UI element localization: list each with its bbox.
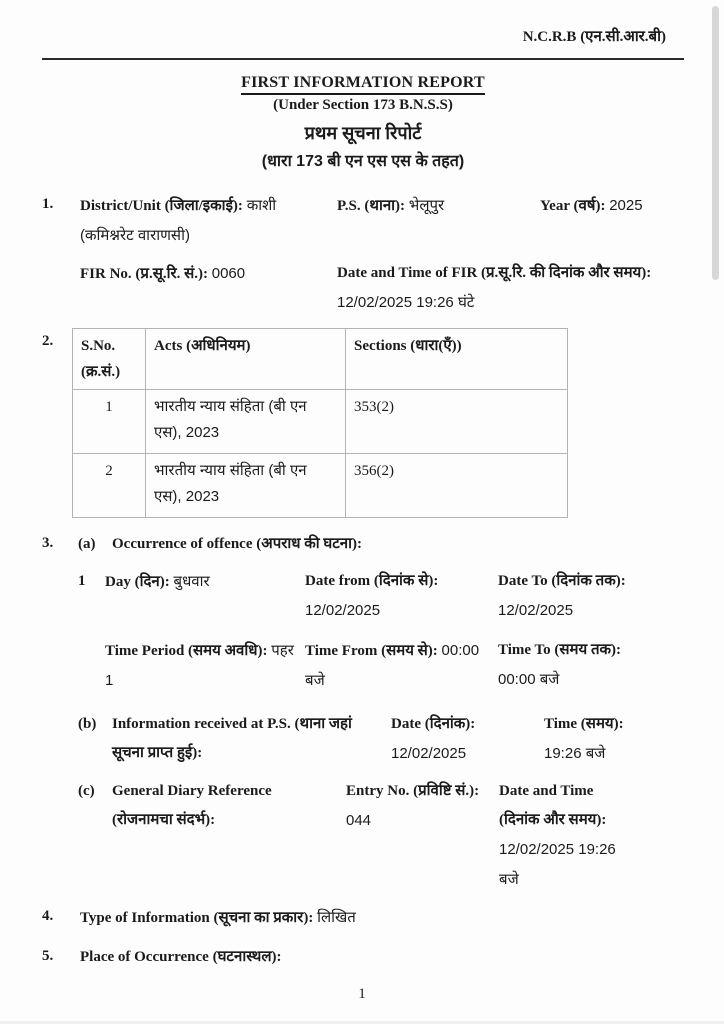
info-date-value: 12/02/2025 [391,745,467,762]
gd-reference-row [78,777,684,895]
row-act: भारतीय न्याय संहिता (बी एन एस), 2023 [146,390,346,454]
fir-number-label: FIR No. (प्र.सू.रि. सं.): [80,266,208,282]
time-period-value: पहर 1 [105,642,294,689]
section-4-type-of-information [42,903,684,933]
day-field [105,567,305,597]
police-station-label: P.S. (थाना): [337,198,406,214]
occurrence-row-number: 1 [78,573,86,589]
report-subtitle: (Under Section 173 B.N.S.S) [273,97,453,113]
occurrence-time-row [78,636,684,696]
acts-sections-table [72,328,568,518]
row-sections: 353(2) [346,390,568,454]
table-row [73,390,568,454]
section-2-number: 2. [42,333,54,349]
gd-entry-field [342,777,499,836]
time-to-field [498,636,648,695]
row-sno: 2 [73,454,146,518]
year-value: 2025 [609,197,643,214]
header-divider [42,58,684,60]
table-header-row [73,329,568,390]
report-subtitle-hindi: (धारा 173 बी एन एस एस के तहत) [261,153,465,170]
time-from-label: Time From (समय से): [305,643,438,659]
agency-header: N.C.R.B (एन.सी.आर.बी) [522,29,666,45]
date-to-value: 12/02/2025 [498,602,574,619]
header-sno: S.No. (क्र.सं.) [73,329,146,390]
time-period-label: Time Period (समय अवधि): [105,643,268,659]
date-from-field [305,567,498,626]
section-3-number: 3. [42,535,54,551]
date-to-field [498,567,648,626]
time-to-label: Time To (समय तक): [498,642,622,658]
type-of-information-field [80,903,362,933]
section-3b-letter: (b) [78,716,97,732]
place-of-occurrence-field [80,943,288,972]
time-period-field [105,636,305,696]
district-label: District/Unit (जिला/इकाई): [80,198,243,214]
info-time-value: 19:26 बजे [544,745,606,762]
date-from-value: 12/02/2025 [305,602,381,619]
time-to-value: 00:00 बजे [498,671,560,688]
page-number: 1 [358,986,366,1002]
info-time-label: Time (समय): [544,716,624,732]
row-act: भारतीय न्याय संहिता (बी एन एस), 2023 [146,454,346,518]
fir-datetime-field [337,259,667,318]
info-received-heading: Information received at P.S. (थाना जहां सूचना प्राप्त हुई): [112,716,352,761]
occurrence-date-row [78,567,684,626]
section-3-occurrence [42,530,684,895]
gd-entry-value: 044 [346,812,372,829]
section-2-acts [42,328,684,518]
gd-datetime-value: 12/02/2025 19:26 बजे [499,841,616,888]
gd-datetime-label: Date and Time (दिनांक और समय): [499,783,607,828]
gd-entry-label: Entry No. (प्रविष्टि सं.): [346,783,480,799]
section-5-number: 5. [42,948,54,964]
district-ps-year-row [80,191,684,251]
district-value: काशी (कमिश्नरेट वाराणसी) [80,197,277,244]
section-1-district-fir [42,191,684,318]
day-label: Day (दिन): [105,574,170,590]
police-station-field [337,191,540,221]
gd-reference-heading: General Diary Reference (रोजनामचा संदर्भ): [112,783,272,828]
fir-number-datetime-row [80,259,684,318]
date-to-label: Date To (दिनांक तक): [498,573,626,589]
time-from-field [305,636,498,696]
occurrence-heading: Occurrence of offence (अपराध की घटना): [112,536,362,552]
year-label: Year (वर्ष): [540,198,606,214]
fir-number-value: 0060 [211,265,246,282]
report-title-hindi: प्रथम सूचना रिपोर्ट [304,123,422,143]
time-from-value: 00:00 बजे [305,642,480,689]
date-from-label: Date from (दिनांक से): [305,573,439,589]
row-sections: 356(2) [346,454,568,518]
fir-number-field [80,259,337,289]
header-acts: Acts (अधिनियम) [146,329,346,390]
info-received-row [78,710,684,769]
occurrence-heading-row [78,530,684,559]
info-time-field [544,710,668,769]
type-of-information-value: लिखित [317,909,356,926]
gd-datetime-field [499,777,623,895]
fir-datetime-label: Date and Time of FIR (प्र.सू.रि. की दिनांक और समय): [337,265,652,281]
day-value: बुधवार [173,573,210,590]
info-date-field [387,710,544,769]
district-field [80,191,337,251]
report-title: FIRST INFORMATION REPORT [241,72,485,95]
fir-datetime-value: 12/02/2025 19:26 घंटे [337,294,475,311]
row-sno: 1 [73,390,146,454]
title-block [42,72,684,175]
scrollbar-thumb[interactable] [712,6,719,280]
info-date-label: Date (दिनांक): [391,716,476,732]
section-3c-letter: (c) [78,783,95,799]
section-4-number: 4. [42,908,54,924]
section-1-number: 1. [42,196,54,212]
place-of-occurrence-label: Place of Occurrence (घटनास्थल): [80,949,282,965]
section-5-place-of-occurrence [42,943,684,972]
type-of-information-label: Type of Information (सूचना का प्रकार): [80,910,314,926]
table-row [73,454,568,518]
section-3a-letter: (a) [78,536,96,552]
police-station-value: भेलूपुर [408,197,445,214]
year-field [540,191,684,221]
header-sections: Sections (धारा(एँ)) [346,329,568,390]
